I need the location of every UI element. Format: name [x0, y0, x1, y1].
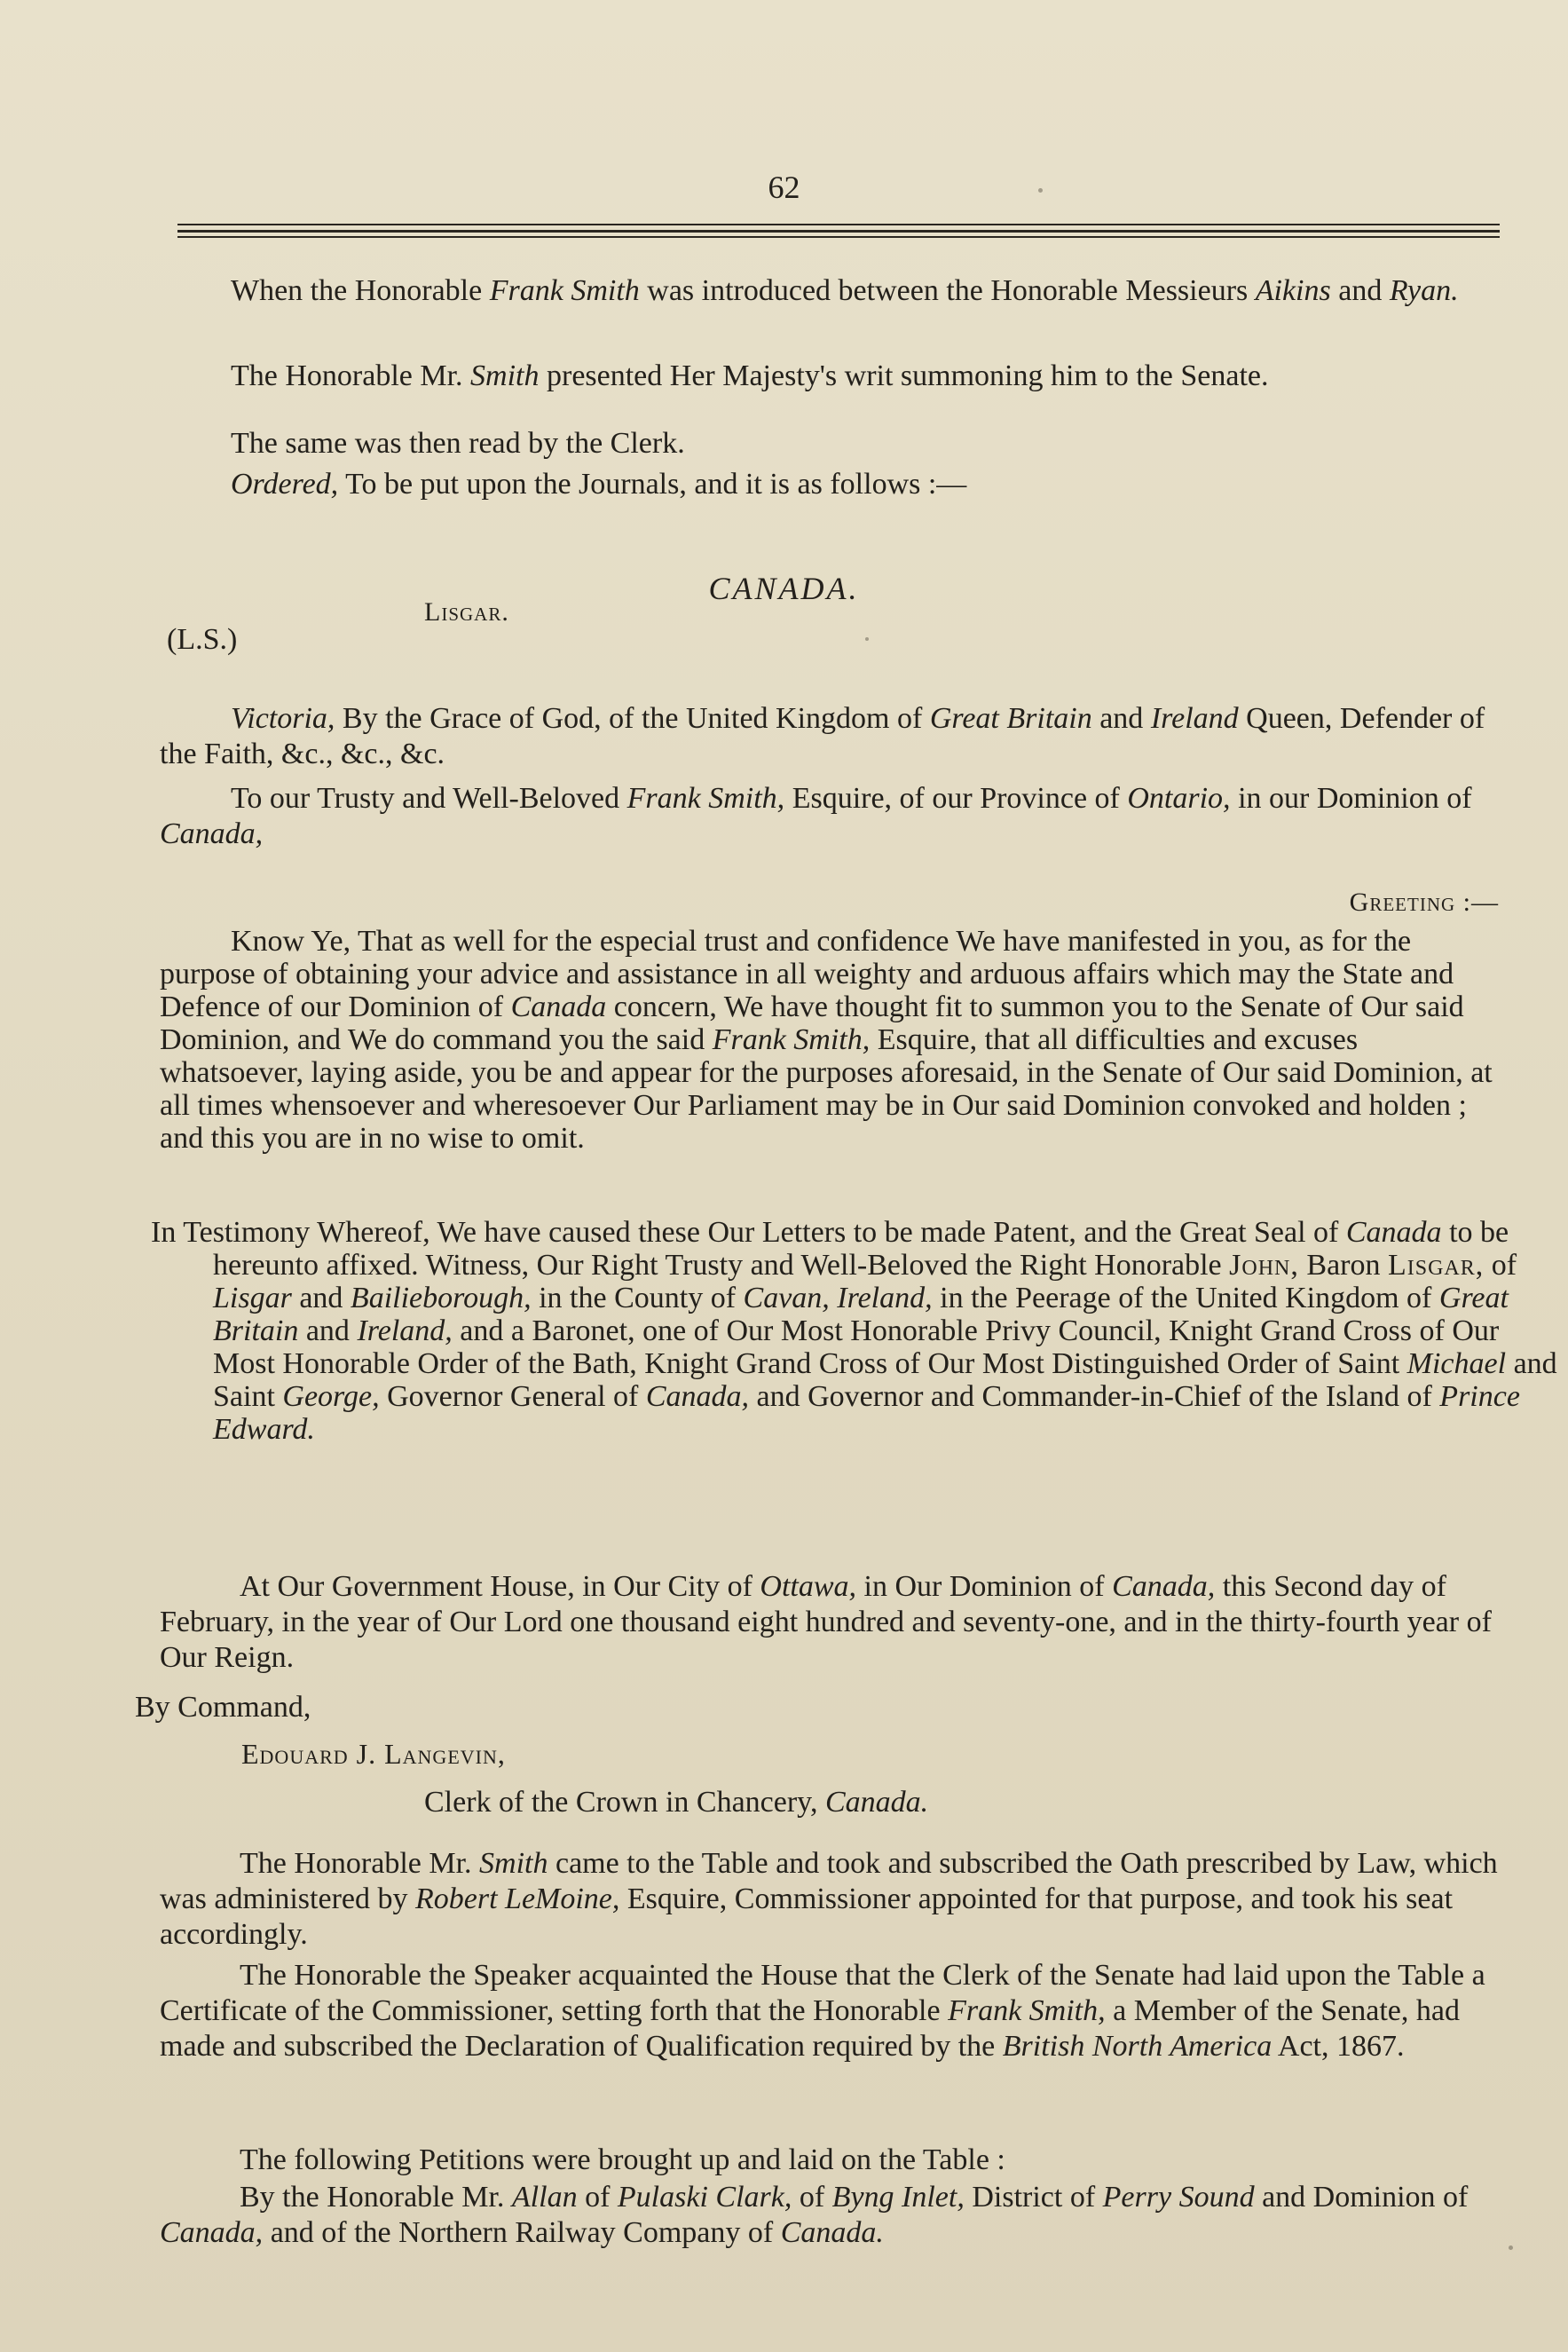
paragraph-writ-presented [160, 359, 1500, 394]
italic-text: Ireland [1150, 702, 1239, 735]
italic-text: Ryan. [1389, 274, 1459, 307]
italic-text: Cavan, Ireland, [743, 1282, 933, 1314]
writ-seal-mark: (L.S.) [167, 623, 238, 656]
italic-text: Byng Inlet, [831, 2181, 965, 2214]
text-run: Act, 1867. [1272, 2030, 1405, 2063]
text-run: District of [964, 2181, 1103, 2214]
italic-text: Ordered, [231, 468, 339, 501]
text-run: to be hereunto affixed. Witness, Our Right Trusty and Well-Beloved the Right Honorable [213, 1216, 1509, 1282]
italic-text: Canada [1345, 1216, 1442, 1249]
text-run: and [298, 1314, 358, 1347]
italic-text: Perry Sound [1102, 2181, 1255, 2214]
italic-text: Frank Smith, [712, 1023, 871, 1056]
header-rule [177, 236, 1500, 238]
header-rule [177, 230, 1500, 233]
text-run: Esquire, Commissioner appointed for that purpose, and took his seat accordingly. [160, 1882, 1454, 1951]
text-run: and Dominion of [1254, 2181, 1469, 2214]
smallcaps-text: John, [1229, 1249, 1299, 1282]
text-run: Know Ye, That as well for the especial trust and confidence We have manifested in you, as for the purpose of obtaining your advice and assistance in all weighty and arduous affairs which may the State and Defence of our Dominion of [160, 925, 1454, 1023]
text-run: To our Trusty and Well-Beloved [231, 782, 627, 815]
paragraph-certificate [160, 1958, 1500, 2064]
text-run: and [291, 1282, 351, 1314]
italic-text: Canada, [160, 817, 264, 850]
paragraph-petitions-intro [160, 2143, 1500, 2178]
paper-speck [865, 637, 869, 641]
text-run: and of the Northern Railway Company of [263, 2216, 781, 2249]
page-number: 62 [768, 170, 800, 205]
text-run: of [1484, 1249, 1517, 1282]
text-run: At Our Government House, in Our City of [240, 1570, 760, 1603]
paragraph-government-house [160, 1569, 1500, 1676]
italic-text: Allan [511, 2181, 578, 2214]
text-run: concern, We have thought fit to summon you to the Senate of Our said Dominion, and We do command you the said [160, 991, 1464, 1056]
writ-greeting: Greeting :— [1349, 888, 1499, 917]
text-run: By the Honorable Mr. [240, 2181, 512, 2214]
italic-text: George, [282, 1380, 380, 1413]
text-run: and a Baronet, one of Our Most Honorable Privy Council, Knight Grand Cross of Our Most Honorable Order of the Bath, Knight Grand Cross of Our Most Distinguished Order of Saint [213, 1314, 1500, 1380]
header-rule [177, 224, 1500, 225]
text-run: in Our Dominion of [856, 1570, 1113, 1603]
text-run: Esquire, of our Province of [784, 782, 1128, 815]
text-run: When the Honorable [231, 274, 490, 307]
writ-governor-name: Lisgar. [424, 597, 509, 627]
italic-text: Pulaski Clark, [617, 2181, 792, 2214]
clerk-title [424, 1786, 928, 1819]
paragraph-oath [160, 1846, 1500, 1953]
text-run: In Testimony Whereof, We have caused these Our Letters to be made Patent, and the Great Seal of [151, 1216, 1346, 1249]
paragraph-introduction [160, 273, 1500, 309]
by-command: By Command, [135, 1691, 311, 1724]
italic-text: Lisgar [213, 1282, 292, 1314]
italic-text: Frank Smith [489, 274, 640, 307]
text-run: Queen, Defender of the Faith, &c., &c., &c. [160, 702, 1485, 770]
italic-text: Frank Smith, [948, 1994, 1106, 2027]
italic-text: British North America [1002, 2030, 1273, 2063]
text-run: By the Grace of God, of the United Kingdom of [335, 702, 930, 735]
paragraph-victoria [160, 701, 1500, 772]
text-run: of [792, 2181, 832, 2214]
text-run: The following Petitions were brought up and laid on the Table : [240, 2143, 1005, 2176]
italic-text: Victoria, [231, 702, 335, 735]
italic-text: Ottawa, [760, 1570, 857, 1603]
paragraph-addressee [160, 781, 1500, 852]
italic-text: Canada. [780, 2216, 884, 2249]
text-run: in the Peerage of the United Kingdom of [932, 1282, 1439, 1314]
smallcaps-text: Lisgar, [1387, 1249, 1485, 1282]
text-run: of [577, 2181, 618, 2214]
italic-text: Smith [479, 1847, 548, 1880]
text-run: The same was then read by the Clerk. [231, 427, 685, 460]
text-run: The Honorable the Speaker acquainted the House that the Clerk of the Senate had laid upon the Table a Certificate of the Commissioner, setting forth that the Honorable [160, 1959, 1485, 2027]
italic-text: Canada, [160, 2216, 264, 2249]
text-run: Esquire, that all difficulties and excuses whatsoever, laying aside, you be and appear for the purposes aforesaid, in the Senate of Our said Dominion, at all times whensoever and wheresoever Our Parliament may be in Our said Dominion convoked and holden ; and this you are in no wise to omit. [160, 1023, 1493, 1155]
text-run: To be put upon the Journals, and it is as follows :— [338, 468, 967, 501]
clerk-title-text: Clerk of the Crown in Chancery, [424, 1786, 825, 1819]
italic-text: Great Britain [929, 702, 1092, 735]
italic-text: Michael [1406, 1347, 1507, 1380]
italic-text: Canada [510, 991, 607, 1023]
clerk-name: Edouard J. Langevin, [241, 1738, 506, 1770]
text-run: presented Her Majesty's writ summoning him to the Senate. [539, 359, 1269, 392]
italic-text: Frank Smith, [626, 782, 785, 815]
italic-text: Bailieborough, [350, 1282, 532, 1314]
text-run: Baron [1298, 1249, 1388, 1282]
text-run: Governor General of [379, 1380, 646, 1413]
italic-text: Canada, [645, 1380, 750, 1413]
text-run: was introduced between the Honorable Messieurs [639, 274, 1256, 307]
text-run: and Saint [213, 1347, 1557, 1413]
text-run: The Honorable Mr. [231, 359, 471, 392]
paragraph-ordered [160, 467, 1500, 502]
italic-text: Ontario, [1127, 782, 1231, 815]
italic-text: Ireland, [357, 1314, 453, 1347]
paragraph-petition-allan [160, 2180, 1500, 2251]
italic-text: Smith [470, 359, 540, 392]
italic-text: Aikins [1255, 274, 1331, 307]
text-run: this Second day of February, in the year of Our Lord one thousand eight hundred and seventy-one, and in the thirty-fourth year of Our Reign. [160, 1570, 1492, 1674]
text-run: came to the Table and took and subscribed the Oath prescribed by Law, which was administered by [160, 1847, 1498, 1915]
text-run: and [1330, 274, 1390, 307]
text-run: a Member of the Senate, had made and subscribed the Declaration of Qualification required by the [160, 1994, 1460, 2063]
italic-text: Prince Edward. [213, 1380, 1520, 1446]
text-run: and [1091, 702, 1151, 735]
italic-text: Canada, [1112, 1570, 1216, 1603]
text-run: The Honorable Mr. [240, 1847, 480, 1880]
clerk-title-country: Canada. [824, 1786, 929, 1819]
paper-speck [1038, 188, 1043, 193]
paragraph-testimony [151, 1216, 1562, 1446]
italic-text: Great Britain [213, 1282, 1509, 1347]
text-run: in our Dominion of [1230, 782, 1472, 815]
text-run: in the County of [531, 1282, 744, 1314]
paragraph-know-ye [160, 925, 1500, 1155]
paragraph-writ-read [160, 426, 1500, 462]
writ-country-heading: CANADA. [708, 571, 860, 606]
text-run: and Governor and Commander-in-Chief of the Island of [749, 1380, 1440, 1413]
italic-text: Robert LeMoine, [415, 1882, 620, 1915]
paper-speck [1509, 2245, 1513, 2250]
